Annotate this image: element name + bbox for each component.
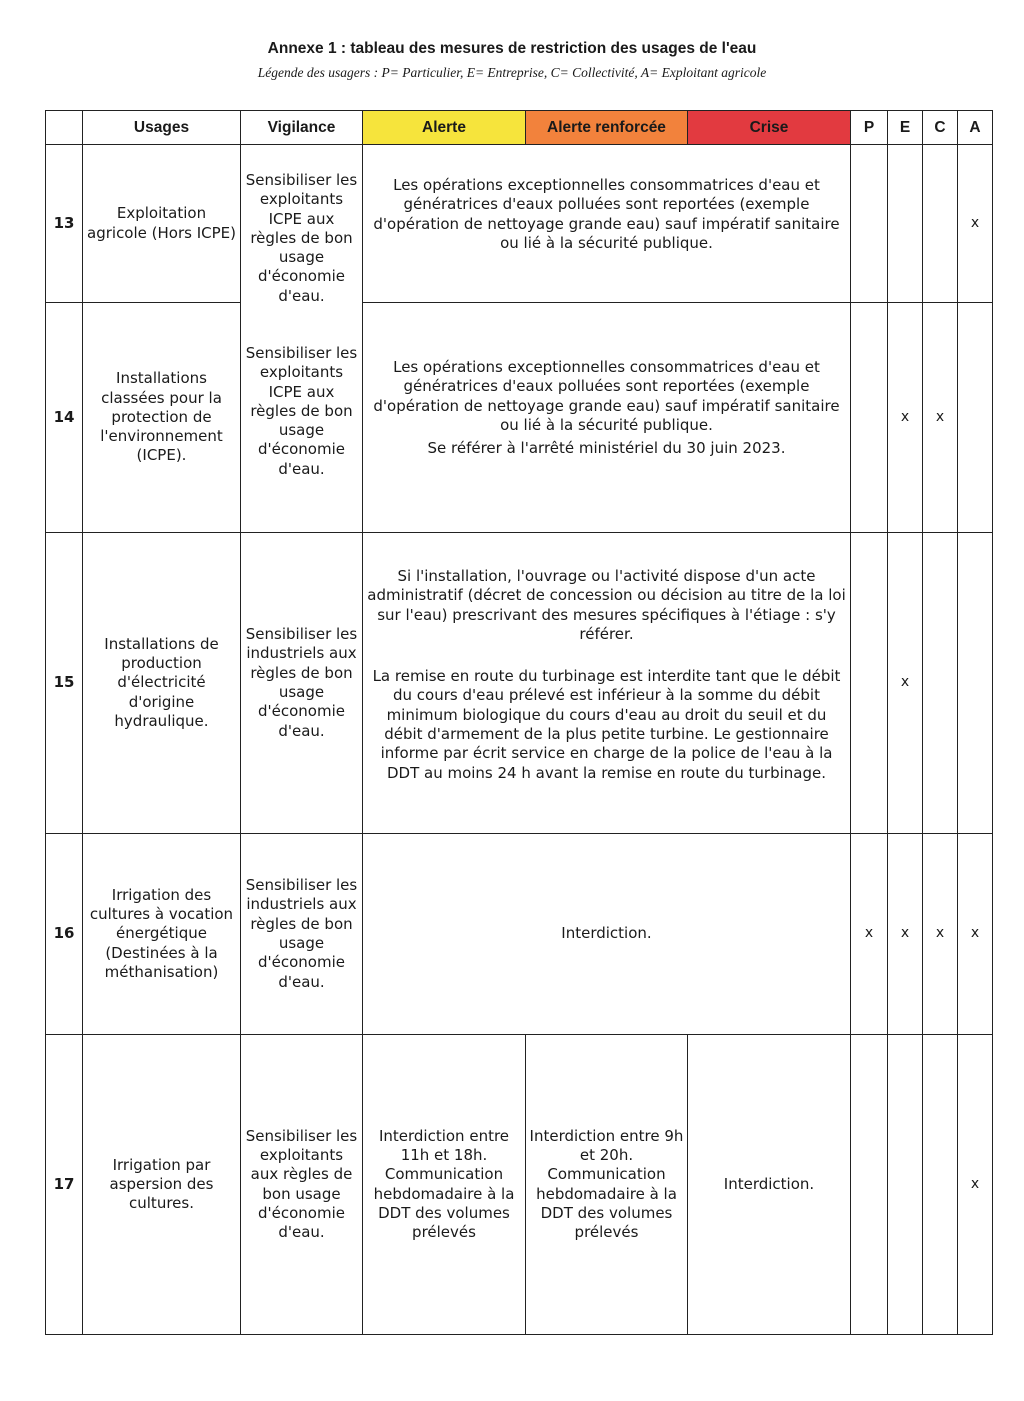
mark-c (922, 1034, 958, 1335)
header-e: E (887, 110, 923, 145)
mark-p (850, 532, 888, 834)
header-num-cell (45, 110, 83, 145)
row-number: 14 (45, 302, 83, 533)
alerte-measure-cell: Interdiction entre 11h et 18h. Communication hebdomadaire à la DDT des volumes prélevés (362, 1034, 526, 1335)
crise-measure-cell: Interdiction. (687, 1034, 851, 1335)
header-alerte: Alerte (362, 110, 526, 145)
header-crise: Crise (687, 110, 851, 145)
measure-cell (362, 532, 851, 834)
usage-cell: Irrigation par aspersion des cultures. (82, 1034, 241, 1335)
mark-a: x (957, 833, 993, 1035)
mark-c: x (922, 302, 958, 533)
vigilance-cell: Sensibiliser les industriels aux règles de bon usage d'économie d'eau. (240, 833, 363, 1035)
vigilance-cell: Sensibiliser les exploitants ICPE aux règles de bon usage d'économie d'eau. (240, 306, 363, 533)
header-p: P (850, 110, 888, 145)
mark-c: x (922, 833, 958, 1035)
mark-p: x (850, 833, 888, 1035)
mark-e: x (887, 532, 923, 834)
measure-cell (362, 302, 851, 533)
usage-cell: Exploitation agricole (Hors ICPE) (82, 144, 241, 303)
header-c: C (922, 110, 958, 145)
mark-e (887, 144, 923, 303)
header-a: A (957, 110, 993, 145)
mark-a (957, 302, 993, 533)
row-number: 16 (45, 833, 83, 1035)
usage-cell: Installations classées pour la protection de l'environnement (ICPE). (82, 302, 241, 533)
vigilance-cell: Sensibiliser les industriels aux règles de bon usage d'économie d'eau. (240, 532, 363, 834)
vigilance-cell: Sensibiliser les exploitants ICPE aux règles de bon usage d'économie d'eau. (240, 144, 363, 306)
mark-e (887, 1034, 923, 1335)
measure-detail: La remise en route du turbinage est interdite tant que le débit du cours d'eau prélevé est inférieur à la somme du débit minimum biologique du cours d'eau au droit du seuil et du débit d'armement de la plus petite turbine. Le gestionnaire informe par écrit service en charge de la police de l'eau à la DDT au moins 24 h avant la remise en route du turbinage. (372, 667, 841, 782)
document-title: Annexe 1 : tableau des mesures de restriction des usages de l'eau (267, 40, 757, 57)
mark-p (850, 144, 888, 303)
mark-a: x (957, 1034, 993, 1335)
row-number: 13 (45, 144, 83, 303)
usage-cell: Installations de production d'électricité d'origine hydraulique. (82, 532, 241, 834)
mark-e: x (887, 833, 923, 1035)
mark-e: x (887, 302, 923, 533)
mark-c (922, 532, 958, 834)
row-number: 15 (45, 532, 83, 834)
header-alerte-renforcee: Alerte renforcée (525, 110, 688, 145)
measure-text: Si l'installation, l'ouvrage ou l'activité dispose d'un acte administratif (décret de concession ou décision au titre de la loi sur l'eau) prescrivant des mesures spécifiques à l'étiage : s'y référer. (367, 567, 846, 643)
mark-c (922, 144, 958, 303)
measure-cell: Interdiction. (362, 833, 851, 1035)
measure-text: Les opérations exceptionnelles consommatrices d'eau et génératrices d'eaux polluées sont reportées (exemple d'opération de nettoyage grande eau) sauf impératif sanitaire ou lié à la sécurité publique. (373, 358, 840, 434)
mark-p (850, 1034, 888, 1335)
mark-a: x (957, 144, 993, 303)
vigilance-cell: Sensibiliser les exploitants aux règles de bon usage d'économie d'eau. (240, 1034, 363, 1335)
mark-a (957, 532, 993, 834)
restriction-table (45, 110, 993, 1335)
measure-reference: Se référer à l'arrêté ministériel du 30 juin 2023. (427, 439, 786, 458)
mark-p (850, 302, 888, 533)
alerte-renforcee-measure-cell: Interdiction entre 9h et 20h. Communication hebdomadaire à la DDT des volumes prélevés (525, 1034, 688, 1335)
header-usages: Usages (82, 110, 241, 145)
row-number: 17 (45, 1034, 83, 1335)
measure-cell: Les opérations exceptionnelles consommatrices d'eau et génératrices d'eaux polluées sont reportées (exemple d'opération de nettoyage grande eau) sauf impératif sanitaire ou lié à la sécurité publique. (362, 144, 851, 303)
legend-text: Légende des usagers : P= Particulier, E= Entreprise, C= Collectivité, A= Exploitant agricole (257, 65, 767, 80)
header-vigilance: Vigilance (240, 110, 363, 145)
usage-cell: Irrigation des cultures à vocation énergétique (Destinées à la méthanisation) (82, 833, 241, 1035)
